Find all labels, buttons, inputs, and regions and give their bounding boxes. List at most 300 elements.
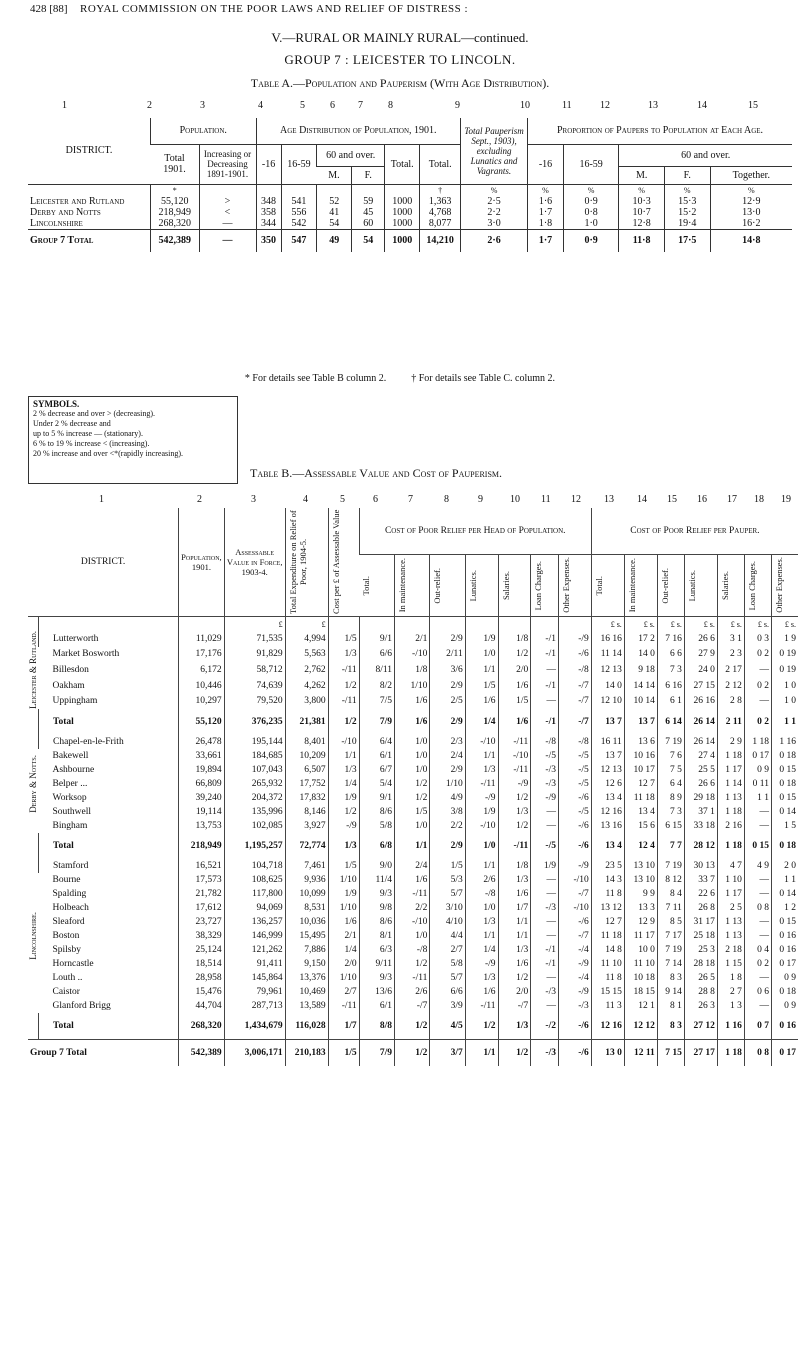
colnum: 9 <box>478 494 483 505</box>
symbol-line: 2 % decrease and over > (decreasing). <box>33 409 156 418</box>
cell: -/5 <box>558 749 591 763</box>
cell: 3/8 <box>430 805 465 819</box>
cell: 1·7 <box>528 230 564 252</box>
table-row <box>28 763 798 777</box>
cell: 0 8 <box>744 901 771 915</box>
cell: 12 7 <box>624 777 657 791</box>
cell: 1/0 <box>465 901 498 915</box>
cell: 6,507 <box>285 763 328 777</box>
cell: 4/10 <box>430 915 465 929</box>
col-expenditure-label: Total Expenditure on Relief of Poor, 1904-5. <box>287 510 308 614</box>
cell: 7 15 <box>657 1039 684 1066</box>
cell: -/3 <box>531 1039 559 1066</box>
cell: 1 18 <box>717 805 744 819</box>
table-row <box>28 735 798 749</box>
cell: 0 17 <box>744 749 771 763</box>
district-name: Bourne <box>52 874 81 885</box>
cell: 7/9 <box>359 709 394 735</box>
cell: — <box>744 805 771 819</box>
cell: -/8 <box>531 735 559 749</box>
cell: 1/0 <box>395 763 430 777</box>
cell: 1/9 <box>328 791 359 805</box>
table-row <box>28 943 798 957</box>
colnum: 13 <box>648 100 658 111</box>
cell: 6/8 <box>359 833 394 859</box>
cell: 12·8 <box>619 218 665 230</box>
cell: -/11 <box>395 887 430 901</box>
colnum: 13 <box>604 494 614 505</box>
cell: -/7 <box>558 693 591 709</box>
unit <box>359 617 394 632</box>
cell: -/5 <box>558 805 591 819</box>
cell: 0 9 <box>771 999 798 1013</box>
cell: 9/3 <box>359 971 394 985</box>
col-label: Loan Charges. <box>746 560 757 611</box>
cell: -/8 <box>558 735 591 749</box>
cell: 6/1 <box>359 999 394 1013</box>
cell: 6 4 <box>657 777 684 791</box>
cell: 1/3 <box>465 971 498 985</box>
mark: % <box>619 184 665 196</box>
cell: 26 14 <box>684 735 717 749</box>
cell: 7,461 <box>285 859 328 873</box>
cell: 10 14 <box>624 693 657 709</box>
cell: 13 4 <box>591 791 624 805</box>
cell: -/9 <box>465 791 498 805</box>
cell: 1/4 <box>465 709 498 735</box>
cell: 19,114 <box>179 805 225 819</box>
cell: 22 6 <box>684 887 717 901</box>
cell: 0 8 <box>744 1039 771 1066</box>
cell: 8 1 <box>657 999 684 1013</box>
cell: 102,085 <box>224 819 285 833</box>
cell: 344 <box>256 218 281 230</box>
cell: -/3 <box>558 999 591 1013</box>
cell: 19·4 <box>664 218 710 230</box>
cell: 1 1 <box>771 709 798 735</box>
cell: 1/9 <box>465 805 498 819</box>
cell: 4 7 <box>717 859 744 873</box>
cell: -/1 <box>531 678 559 694</box>
cell: 4/4 <box>430 929 465 943</box>
col-h-lun <box>465 554 498 616</box>
cell: 7 14 <box>657 957 684 971</box>
cell: 5,563 <box>285 647 328 663</box>
cell: 4/5 <box>430 1013 465 1040</box>
cell: 1/6 <box>498 957 531 971</box>
cell: 11 3 <box>591 999 624 1013</box>
cell: -/9 <box>531 791 559 805</box>
cell: 13 7 <box>591 709 624 735</box>
cell: 24 0 <box>684 662 717 678</box>
cell: > <box>199 196 256 207</box>
cell: — <box>531 819 559 833</box>
cell: 37 1 <box>684 805 717 819</box>
cell: 13,753 <box>179 819 225 833</box>
cell: 287,713 <box>224 999 285 1013</box>
cell: 1/6 <box>498 678 531 694</box>
cell: 11 18 <box>624 791 657 805</box>
cell: 541 <box>281 196 317 207</box>
cell: 4 9 <box>744 859 771 873</box>
col-p-loan <box>744 554 771 616</box>
cell: 12 16 <box>591 805 624 819</box>
cell: 11 17 <box>624 929 657 943</box>
cell: 13 10 <box>624 873 657 887</box>
cell: 0·9 <box>563 196 618 207</box>
colnum: 18 <box>754 494 764 505</box>
cell: 2/1 <box>395 631 430 647</box>
col-ptog: Together. <box>710 166 792 184</box>
district-name: Lincolnshire <box>30 218 83 229</box>
cell: 44,704 <box>179 999 225 1013</box>
col-h-sal <box>498 554 531 616</box>
cell: 8/11 <box>359 662 394 678</box>
cell: 14 3 <box>591 873 624 887</box>
cell: 1/2 <box>395 777 430 791</box>
cell: — <box>531 887 559 901</box>
cell: 2/9 <box>430 833 465 859</box>
cell: 1000 <box>385 218 420 230</box>
cell: 376,235 <box>224 709 285 735</box>
cell: 9,150 <box>285 957 328 971</box>
cell: 7 11 <box>657 901 684 915</box>
cell: 0 15 <box>771 915 798 929</box>
cell: 1/5 <box>328 631 359 647</box>
table-row <box>28 749 798 763</box>
cell: 3/7 <box>430 1039 465 1066</box>
cell: 0 14 <box>771 805 798 819</box>
cell: 2/9 <box>430 678 465 694</box>
cell: 11/4 <box>359 873 394 887</box>
cell: — <box>199 230 256 252</box>
district-name: Group 7 Total <box>28 230 151 252</box>
cell: 1/6 <box>395 873 430 887</box>
cell: 10,446 <box>179 678 225 694</box>
colnum: 8 <box>388 100 393 111</box>
cell: 0 2 <box>744 647 771 663</box>
cell: 0 9 <box>744 763 771 777</box>
cell: 9 14 <box>657 985 684 999</box>
cell: 10 0 <box>624 943 657 957</box>
cell: 12 13 <box>591 763 624 777</box>
cell: 0 15 <box>744 833 771 859</box>
col-p-60-over: 60 and over. <box>619 144 792 166</box>
cell: 1/6 <box>395 709 430 735</box>
cell: 1 0 <box>771 678 798 694</box>
cell: -/1 <box>531 943 559 957</box>
cell: 1/10 <box>328 971 359 985</box>
cell: -/6 <box>558 791 591 805</box>
cell: 1/6 <box>328 915 359 929</box>
cell: -/10 <box>465 819 498 833</box>
cell: 10 18 <box>624 971 657 985</box>
cell: 5/3 <box>430 873 465 887</box>
cell: 6/6 <box>359 647 394 663</box>
units-row <box>28 617 798 632</box>
cell: -/8 <box>395 943 430 957</box>
cell: -/11 <box>395 971 430 985</box>
page-number: 428 [88] <box>30 3 68 15</box>
cell: 23,727 <box>179 915 225 929</box>
cell: 17·5 <box>664 230 710 252</box>
cell: 15 6 <box>624 819 657 833</box>
cell: 12 12 <box>624 1013 657 1040</box>
col-per-pauper: Cost of Poor Relief per Pauper. <box>591 508 798 554</box>
cell: 1 18 <box>744 735 771 749</box>
cell: 1·0 <box>563 218 618 230</box>
cell: 13 7 <box>591 749 624 763</box>
symbols-title: SYMBOLS. <box>33 399 80 409</box>
cell: 1/3 <box>328 647 359 663</box>
group-label <box>28 859 39 1013</box>
cell: 49 <box>317 230 352 252</box>
cell: 1/3 <box>498 805 531 819</box>
cell: 0·9 <box>563 230 618 252</box>
page-header <box>0 0 800 20</box>
cell: 10 16 <box>624 749 657 763</box>
cell: 13 10 <box>624 859 657 873</box>
cell: 0 14 <box>771 887 798 901</box>
cell: — <box>531 929 559 943</box>
cell: -/5 <box>558 777 591 791</box>
cell: 25 18 <box>684 929 717 943</box>
cell: 1/1 <box>465 859 498 873</box>
cell: — <box>744 887 771 901</box>
colnum: 14 <box>697 100 707 111</box>
district-name: Southwell <box>52 806 92 817</box>
cell: 1·7 <box>528 207 564 218</box>
group-total-row <box>28 709 798 735</box>
cell: 218,949 <box>151 207 200 218</box>
cell: 66,809 <box>179 777 225 791</box>
unit <box>28 617 39 632</box>
colnum: 1 <box>99 494 104 505</box>
cell: 0 2 <box>744 709 771 735</box>
cell: -/7 <box>558 887 591 901</box>
col-label: Salaries. <box>719 570 730 600</box>
cell: 26 16 <box>684 693 717 709</box>
col-population: Population, 1901. <box>179 508 225 617</box>
district-name: Boston <box>52 930 80 941</box>
cell: 7/5 <box>359 693 394 709</box>
cell: 6/3 <box>359 943 394 957</box>
cell: 58,712 <box>224 662 285 678</box>
spacer <box>28 833 39 859</box>
cell: -/1 <box>531 957 559 971</box>
cell: 8,146 <box>285 805 328 819</box>
cell: 91,829 <box>224 647 285 663</box>
cell: 5/7 <box>430 887 465 901</box>
cell: 218,949 <box>179 833 225 859</box>
cell: 6/4 <box>359 735 394 749</box>
cell: 2/6 <box>395 985 430 999</box>
cell: 28,958 <box>179 971 225 985</box>
cell: -/6 <box>558 915 591 929</box>
cell: 11 8 <box>591 887 624 901</box>
district-name: Stamford <box>39 859 179 873</box>
cell: 1·8 <box>528 218 564 230</box>
cell: 4,262 <box>285 678 328 694</box>
cell: 79,961 <box>224 985 285 999</box>
cell: 2 17 <box>717 662 744 678</box>
cell: 11·8 <box>619 230 665 252</box>
cell: 17 2 <box>624 631 657 647</box>
cell: 4,768 <box>420 207 461 218</box>
table-a-column-numbers <box>0 100 800 114</box>
colnum: 1 <box>62 100 67 111</box>
cell: 542,389 <box>179 1039 225 1066</box>
col-p-under16: -16 <box>528 144 564 184</box>
cell: -/11 <box>498 763 531 777</box>
table-b-title: Table B.—Assessable Value and Cost of Pauperism. <box>250 466 503 480</box>
cell: 556 <box>281 207 317 218</box>
col-cost-per-pound-label: Cost per £ of Assessable Value <box>330 509 341 615</box>
table-row <box>28 859 798 873</box>
cell: -/4 <box>558 971 591 985</box>
cell: 1000 <box>385 207 420 218</box>
cell: -/11 <box>328 999 359 1013</box>
cell: 2/6 <box>465 873 498 887</box>
district-name: Uppingham <box>52 696 98 707</box>
cell: 1/2 <box>328 709 359 735</box>
cell: 4/9 <box>430 791 465 805</box>
cell: 2/0 <box>498 662 531 678</box>
cell: 18 15 <box>624 985 657 999</box>
cell: 1/10 <box>430 777 465 791</box>
section-title: V.—RURAL OR MAINLY RURAL—continued. <box>271 30 529 45</box>
cell: 9 9 <box>624 887 657 901</box>
col-assessable: Assessable Value in Force, 1903-4. <box>224 508 285 617</box>
cell: 3,927 <box>285 819 328 833</box>
cell: 2/9 <box>430 763 465 777</box>
cell: -/6 <box>558 1039 591 1066</box>
cell: — <box>744 999 771 1013</box>
cell: — <box>531 693 559 709</box>
cell: 71,535 <box>224 631 285 647</box>
table-row <box>28 631 798 647</box>
cell: < <box>199 207 256 218</box>
cell: 1/0 <box>465 833 498 859</box>
col-label: Out-relief. <box>432 567 443 604</box>
col-district: DISTRICT. <box>28 118 151 184</box>
cell: 9/8 <box>359 901 394 915</box>
cell: -/7 <box>498 999 531 1013</box>
cell: 104,718 <box>224 859 285 873</box>
cell: 9,936 <box>285 873 328 887</box>
cell: 12 16 <box>591 1013 624 1040</box>
cell: 8 5 <box>657 915 684 929</box>
cell: 29 18 <box>684 791 717 805</box>
cell: 7/9 <box>359 1039 394 1066</box>
cell: -/10 <box>558 901 591 915</box>
cell: 1 17 <box>717 763 744 777</box>
unit <box>430 617 465 632</box>
cell: 1/0 <box>465 647 498 663</box>
cell: 5/4 <box>359 777 394 791</box>
cell: 14·8 <box>710 230 792 252</box>
cell: 11 8 <box>591 971 624 985</box>
cell: 1/2 <box>465 1013 498 1040</box>
cell: 1/6 <box>465 985 498 999</box>
cell: 2 3 <box>717 647 744 663</box>
cell: -/8 <box>558 662 591 678</box>
col-pf: F. <box>664 166 710 184</box>
table-row <box>28 777 798 791</box>
cell: 1 10 <box>717 873 744 887</box>
cell: -/10 <box>395 647 430 663</box>
symbol-line: up to 5 % increase — (stationary). <box>33 429 143 438</box>
cell: 1/5 <box>395 805 430 819</box>
col-label: In maintenance. <box>626 558 637 613</box>
cell: 3/9 <box>430 999 465 1013</box>
district-name: Ashbourne <box>52 764 95 775</box>
cell: 4,994 <box>285 631 328 647</box>
mark: % <box>710 184 792 196</box>
cell: 3/10 <box>430 901 465 915</box>
mark <box>28 184 151 196</box>
cell: — <box>531 971 559 985</box>
cell: 25,124 <box>179 943 225 957</box>
cell: 41 <box>317 207 352 218</box>
col-label: Out-relief. <box>659 567 670 604</box>
cell: 33,661 <box>179 749 225 763</box>
cell: 9/11 <box>359 957 394 971</box>
cell: -/6 <box>558 819 591 833</box>
cell: 55,120 <box>179 709 225 735</box>
col-per-head: Cost of Poor Relief per Head of Population. <box>359 508 591 554</box>
grand-total-label: Group 7 Total <box>28 1039 179 1066</box>
cell: 1 1 <box>744 791 771 805</box>
cell: -/6 <box>558 647 591 663</box>
cell: 8 3 <box>657 971 684 985</box>
cell: 1 2 <box>771 901 798 915</box>
col-h-loan <box>531 554 559 616</box>
cell: 1/1 <box>465 929 498 943</box>
colnum: 15 <box>748 100 758 111</box>
cell: 13 4 <box>591 833 624 859</box>
cell: 1 14 <box>717 777 744 791</box>
table-row <box>28 207 792 218</box>
cell: 0 16 <box>771 929 798 943</box>
district-name: Holbeach <box>52 902 89 913</box>
cell: 27 9 <box>684 647 717 663</box>
cell: 91,411 <box>224 957 285 971</box>
cell: 1/8 <box>498 859 531 873</box>
table-row <box>28 915 798 929</box>
cell: -/3 <box>531 763 559 777</box>
cell: 1/1 <box>328 749 359 763</box>
cell: 1/3 <box>465 915 498 929</box>
unit: £ s. <box>717 617 744 632</box>
cell: -/1 <box>531 647 559 663</box>
grand-total-row <box>28 1039 798 1066</box>
cell: 16 11 <box>591 735 624 749</box>
cell: 25 3 <box>684 943 717 957</box>
cell: 26 3 <box>684 999 717 1013</box>
cell: 8 12 <box>657 873 684 887</box>
cell: -/3 <box>531 901 559 915</box>
colnum: 11 <box>541 494 551 505</box>
cell: — <box>531 915 559 929</box>
cell: 28 12 <box>684 833 717 859</box>
colnum: 12 <box>571 494 581 505</box>
mark: % <box>664 184 710 196</box>
cell: 21,381 <box>285 709 328 735</box>
unit: £ s. <box>771 617 798 632</box>
cell: 15,476 <box>179 985 225 999</box>
cell: 12 7 <box>591 915 624 929</box>
